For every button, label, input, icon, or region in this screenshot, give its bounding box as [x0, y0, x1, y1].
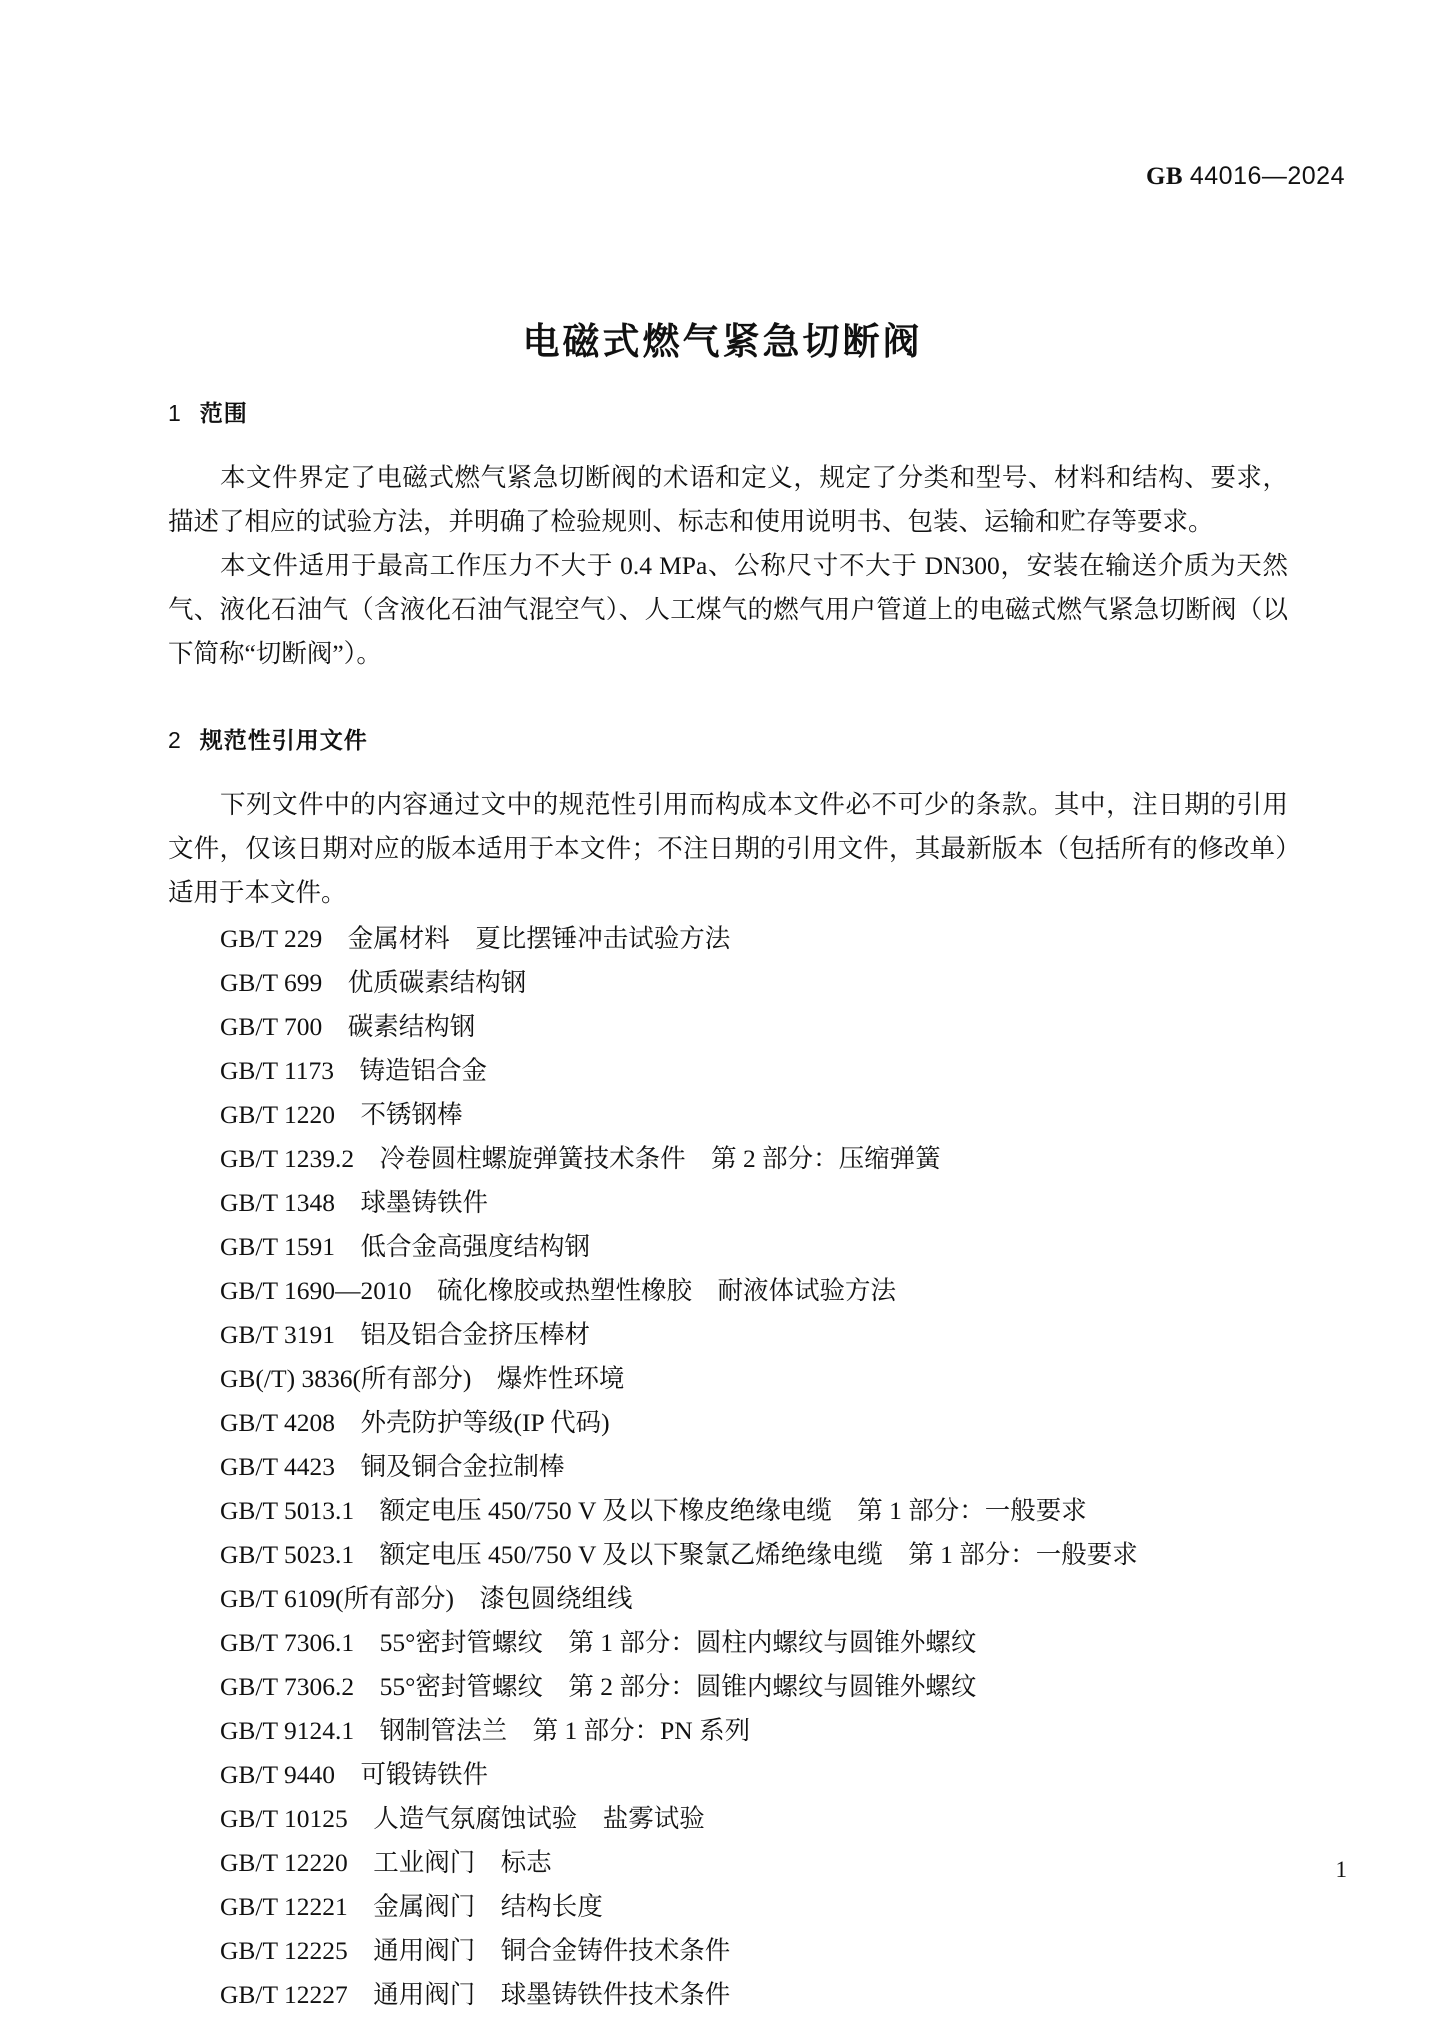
- section-number-2: 2: [168, 727, 182, 753]
- list-item: GB/T 7306.1 55°密封管螺纹 第 1 部分：圆柱内螺纹与圆锥外螺纹: [220, 1628, 977, 1657]
- page-title: 电磁式燃气紧急切断阀: [522, 319, 923, 363]
- list-item: GB/T 1239.2 冷卷圆柱螺旋弹簧技术条件 第 2 部分：压缩弹簧: [220, 1144, 941, 1173]
- list-item: GB/T 12221 金属阀门 结构长度: [220, 1892, 603, 1921]
- list-item: GB/T 12227 通用阀门 球墨铸铁件技术条件: [220, 1980, 731, 2009]
- list-item: GB/T 1220 不锈钢棒: [220, 1100, 463, 1129]
- list-item: GB/T 699 优质碳素结构钢: [220, 968, 527, 997]
- list-item: GB/T 9440 可锻铸铁件: [220, 1760, 488, 1789]
- document-body: [168, 395, 1288, 2017]
- standard-prefix: GB: [1145, 163, 1184, 190]
- list-item: GB/T 12220 工业阀门 标志: [220, 1848, 552, 1877]
- page-number: 1: [1335, 1857, 1347, 1882]
- list-item: GB/T 10125 人造气氛腐蚀试验 盐雾试验: [220, 1804, 705, 1833]
- list-item: GB/T 12225 通用阀门 铜合金铸件技术条件: [220, 1936, 731, 1965]
- list-item: GB/T 5013.1 额定电压 450/750 V 及以下橡皮绝缘电缆 第 1 部分：一般要求: [220, 1496, 1087, 1525]
- list-item: GB/T 1591 低合金高强度结构钢: [220, 1232, 590, 1261]
- list-item: GB/T 6109(所有部分) 漆包圆绕组线: [220, 1584, 633, 1613]
- section-title-2: 规范性引用文件: [199, 728, 368, 754]
- normative-references-list: [168, 917, 1288, 2017]
- standard-number: 44016—2024: [1189, 162, 1345, 190]
- section-1-paragraph-2: 本文件适用于最高工作压力不大于 0.4 MPa、公称尺寸不大于 DN300，安装在输送介质为天然气、液化石油气（含液化石油气混空气）、人工煤气的燃气用户管道上的电磁式燃气紧急切断阀（以下简称“切断阀”）。: [168, 551, 1288, 668]
- list-item: GB/T 5023.1 额定电压 450/750 V 及以下聚氯乙烯绝缘电缆 第 1 部分：一般要求: [220, 1540, 1138, 1569]
- section-number-1: 1: [168, 400, 182, 426]
- list-item: GB/T 4423 铜及铜合金拉制棒: [220, 1452, 565, 1481]
- section-2-paragraph-1: 下列文件中的内容通过文中的规范性引用而构成本文件必不可少的条款。其中，注日期的引用文件，仅该日期对应的版本适用于本文件；不注日期的引用文件，其最新版本（包括所有的修改单）适用于本文件。: [168, 790, 1288, 907]
- section-title-1: 范围: [199, 401, 248, 427]
- section-1-paragraph-1: 本文件界定了电磁式燃气紧急切断阀的术语和定义，规定了分类和型号、材料和结构、要求，描述了相应的试验方法，并明确了检验规则、标志和使用说明书、包装、运输和贮存等要求。: [168, 463, 1288, 536]
- list-item: GB/T 4208 外壳防护等级(IP 代码): [220, 1408, 610, 1437]
- list-item: GB/T 700 碳素结构钢: [220, 1012, 476, 1041]
- list-item: GB/T 1690—2010 硫化橡胶或热塑性橡胶 耐液体试验方法: [220, 1276, 897, 1305]
- list-item: GB/T 9124.1 钢制管法兰 第 1 部分：PN 系列: [220, 1716, 751, 1745]
- list-item: GB/T 7306.2 55°密封管螺纹 第 2 部分：圆锥内螺纹与圆锥外螺纹: [220, 1672, 977, 1701]
- running-header: [645, 162, 1345, 191]
- list-item: GB/T 1348 球墨铸铁件: [220, 1188, 488, 1217]
- section-heading-2: [168, 722, 1288, 755]
- list-item: GB/T 3191 铝及铝合金挤压棒材: [220, 1320, 590, 1349]
- list-item: GB/T 1173 铸造铝合金: [220, 1056, 488, 1085]
- section-heading-1: [168, 395, 1288, 428]
- list-item: GB/T 229 金属材料 夏比摆锤冲击试验方法: [220, 924, 731, 953]
- list-item: GB(/T) 3836(所有部分) 爆炸性环境: [220, 1364, 625, 1393]
